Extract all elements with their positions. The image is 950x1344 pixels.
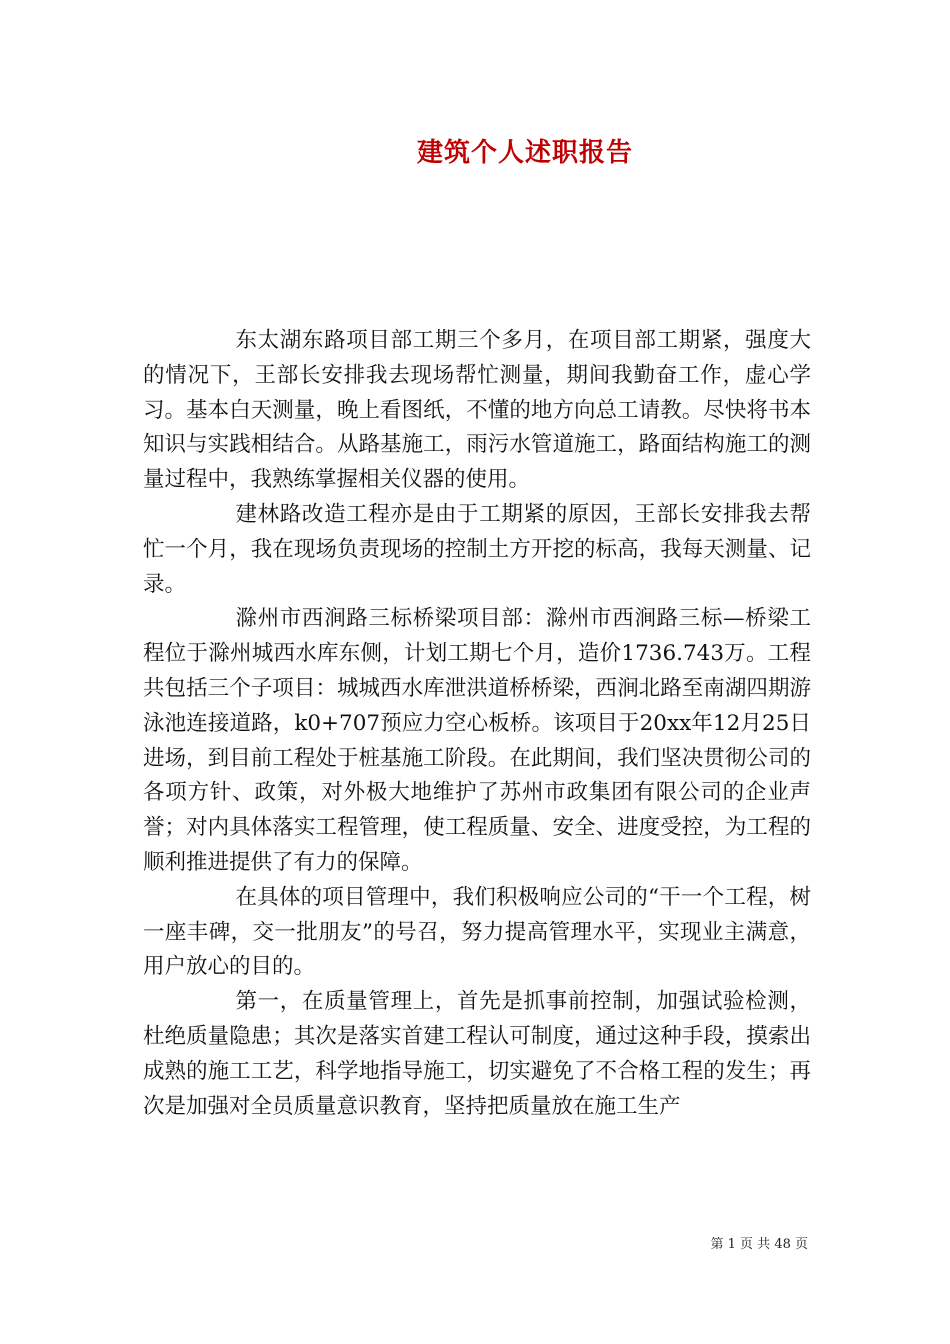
document-body [143, 324, 811, 1124]
paragraph: 在具体的项目管理中，我们积极响应公司的“干一个工程，树一座丰碑，交一批朋友”的号召，努力提高管理水平，实现业主满意，用户放心的目的。 [143, 884, 811, 980]
paragraph: 滁州市西涧路三标桥梁项目部：滁州市西涧路三标—桥梁工程位于滁州城西水库东侧，计划工期七个月，造价1736.743万。工程共包括三个子项目：城城西水库泄洪道桥桥梁，西涧北路至南湖四期游泳池连接道路，k0+707预应力空心板桥。该项目于20xx年12月25日进场，到目前工程处于桩基施工阶段。在此期间，我们坚决贯彻公司的各项方针、政策，对外极大地维护了苏州市政集团有限公司的企业声誉；对内具体落实工程管理，使工程质量、安全、进度受控，为工程的顺利推进提供了有力的保障。 [143, 606, 811, 875]
paragraph: 第一，在质量管理上，首先是抓事前控制，加强试验检测，杜绝质量隐患；其次是落实首建工程认可制度，通过这种手段，摸索出成熟的施工工艺，科学地指导施工，切实避免了不合格工程的发生；再次是加强对全员质量意识教育，坚持把质量放在施工生产 [143, 989, 811, 1119]
paragraph: 东太湖东路项目部工期三个多月，在项目部工期紧，强度大的情况下，王部长安排我去现场帮忙测量，期间我勤奋工作，虚心学习。基本白天测量，晚上看图纸，不懂的地方向总工请教。尽快将书本知识与实践相结合。从路基施工，雨污水管道施工，路面结构施工的测量过程中，我熟练掌握相关仪器的使用。 [143, 328, 811, 493]
paragraph: 建林路改造工程亦是由于工期紧的原因，王部长安排我去帮忙一个月，我在现场负责现场的控制土方开挖的标高，我每天测量、记录。 [143, 501, 811, 597]
document-title: 建筑个人述职报告 [416, 138, 633, 168]
page-number-footer: 第 1 页 共 48 页 [710, 1237, 808, 1252]
